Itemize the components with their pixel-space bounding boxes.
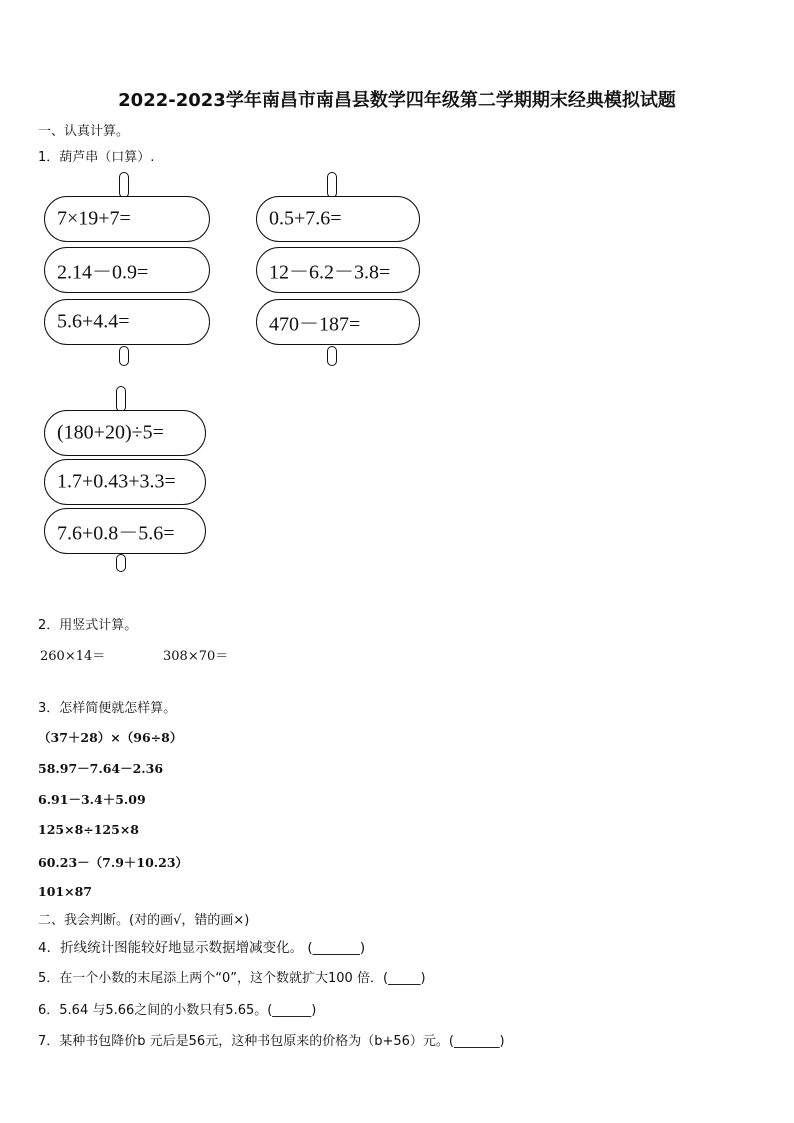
judge-item-6: 6．5.64 与5.66之间的小数只有5.65。(______) xyxy=(38,1003,317,1018)
section-heading-judge: 二、我会判断。(对的画√，错的画×) xyxy=(38,913,250,928)
skewer-stick-bottom xyxy=(327,346,337,366)
simplify-item-1: （37＋28）×（96÷8） xyxy=(38,730,183,745)
skewer-stick-top xyxy=(116,386,126,412)
expression-text: 7×19+7= xyxy=(57,207,131,230)
simplify-item-2: 58.97－7.64－2.36 xyxy=(38,761,164,776)
expression-bead xyxy=(256,196,420,242)
judge-item-4: 4．折线统计图能较好地显示数据增减变化。 (_______) xyxy=(38,940,366,956)
vertical-calc-item-1: 260×14＝ xyxy=(40,649,106,664)
judge-item-7: 7．某种书包降价b 元后是56元，这种书包原来的价格为（b+56）元。(_______) xyxy=(38,1034,505,1049)
skewer-stick-bottom xyxy=(119,346,129,366)
expression-bead xyxy=(256,299,420,345)
gourd-skewer-2 xyxy=(256,172,420,372)
expression-text: 0.5+7.6= xyxy=(269,207,342,230)
simplify-item-6: 101×87 xyxy=(38,884,92,899)
question-2-label: 2．用竖式计算。 xyxy=(38,618,138,633)
expression-bead xyxy=(44,247,210,293)
expression-bead xyxy=(44,508,206,554)
gourd-skewer-1 xyxy=(44,172,210,372)
expression-bead xyxy=(44,299,210,345)
section-heading-calc: 一、认真计算。 xyxy=(38,124,130,139)
expression-text: 1.7+0.43+3.3= xyxy=(57,470,176,493)
expression-bead xyxy=(256,247,420,293)
expression-text: 470－187= xyxy=(269,313,361,336)
expression-bead xyxy=(44,410,206,456)
expression-text: 2.14－0.9= xyxy=(57,261,149,284)
expression-bead xyxy=(44,459,206,505)
question-3-label: 3．怎样简便就怎样算。 xyxy=(38,701,177,716)
expression-bead xyxy=(44,196,210,242)
page-title: 2022-2023学年南昌市南昌县数学四年级第二学期期末经典模拟试题 xyxy=(118,90,676,111)
expression-text: (180+20)÷5= xyxy=(57,421,164,444)
expression-text: 7.6+0.8－5.6= xyxy=(57,522,175,545)
question-1-label: 1．葫芦串（口算）. xyxy=(38,150,155,165)
vertical-calc-item-2: 308×70＝ xyxy=(163,649,229,664)
simplify-item-3: 6.91－3.4＋5.09 xyxy=(38,792,146,807)
judge-item-5: 5．在一个小数的末尾添上两个“0”，这个数就扩大100 倍．(_____) xyxy=(38,971,426,986)
expression-text: 12－6.2－3.8= xyxy=(269,261,391,284)
skewer-stick-top xyxy=(327,172,337,198)
simplify-item-5: 60.23－（7.9＋10.23） xyxy=(38,855,189,870)
expression-text: 5.6+4.4= xyxy=(57,310,130,333)
gourd-skewer-3 xyxy=(44,386,206,578)
simplify-item-4: 125×8÷125×8 xyxy=(38,822,140,837)
skewer-stick-top xyxy=(119,172,129,198)
skewer-stick-bottom xyxy=(116,554,126,572)
